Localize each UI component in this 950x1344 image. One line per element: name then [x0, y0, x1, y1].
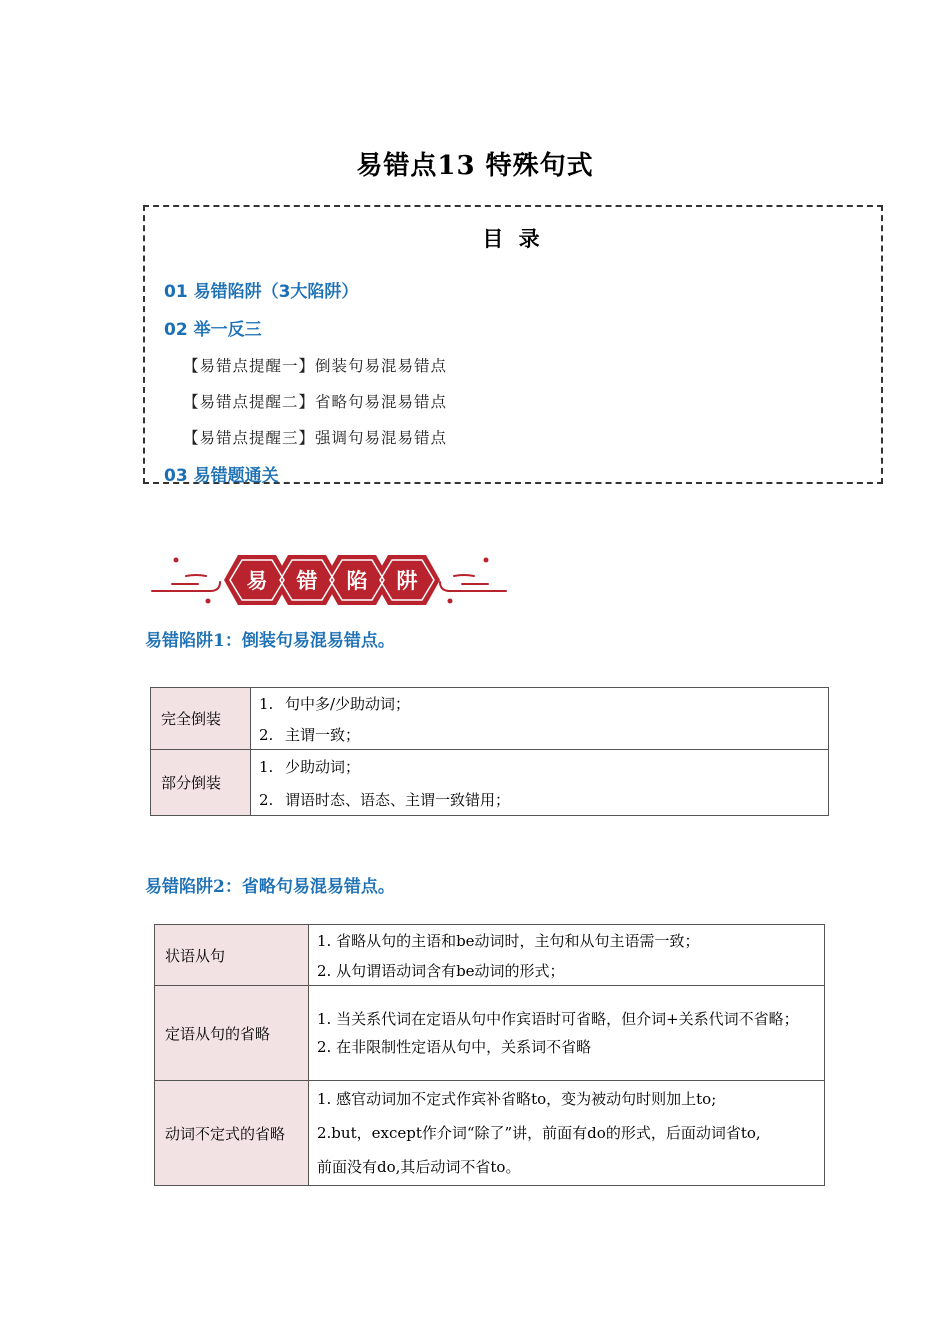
trap-banner — [150, 548, 510, 612]
rule-text: 前面没有do,其后动词不省to。 — [317, 1158, 521, 1176]
table-row — [155, 986, 825, 1081]
row-key: 动词不定式的省略 — [155, 1081, 309, 1186]
rule-text: 2. 从句谓语动词含有be动词的形式； — [317, 961, 565, 980]
ellipsis-table — [154, 924, 825, 1186]
toc-item-3[interactable]: 【易错点提醒三】强调句易混易错点 — [183, 429, 448, 447]
row-key: 定语从句的省略 — [155, 986, 309, 1081]
rule-text: 1. 省略从句的主语和be动词时，主句和从句主语需一致； — [317, 931, 700, 950]
rule-text: 2.but，except作介词“除了”讲，前面有do的形式，后面动词省to, — [317, 1124, 761, 1142]
table-row — [151, 688, 829, 750]
row-value: 1. 句中多/少助动词； 2. 主谓一致； — [251, 688, 829, 750]
row-value — [309, 1081, 825, 1186]
row-value: 1. 少助动词； 2. 谓语时态、语态、主谓一致错用； — [251, 750, 829, 816]
toc-item-2[interactable]: 【易错点提醒二】省略句易混易错点 — [183, 393, 448, 411]
page-title: 易错点13 特殊句式 — [356, 151, 594, 181]
toc-heading: 目 录 — [482, 227, 544, 251]
rule-text: 1. 当关系代词在定语从句中作宾语时可省略，但介词+关系代词不省略； — [317, 1010, 799, 1028]
banner-char-4: 阱 — [396, 569, 418, 593]
banner-char-3: 陷 — [346, 569, 368, 593]
rule-text: 主谓一致； — [285, 725, 361, 744]
trap1-heading: 易错陷阱1：倒装句易混易错点。 — [145, 631, 395, 651]
table-of-contents — [143, 205, 883, 484]
row-value — [309, 986, 825, 1081]
row-key: 状语从句 — [155, 925, 309, 986]
rule-text: 句中多/少助动词； — [285, 694, 411, 713]
inversion-table — [150, 687, 829, 816]
rule-text: 少助动词； — [285, 757, 361, 776]
row-key: 部分倒装 — [151, 750, 251, 816]
banner-char-2: 错 — [296, 569, 318, 593]
rule-text: 1. 感官动词加不定式作宾补省略to，变为被动句时则加上to; — [317, 1090, 717, 1108]
rule-text: 2. 在非限制性定语从句中，关系词不省略 — [317, 1038, 592, 1056]
toc-section-3[interactable]: 03 易错题通关 — [164, 466, 279, 486]
toc-section-2[interactable]: 02 举一反三 — [164, 320, 262, 340]
rule-text: 谓语时态、语态、主谓一致错用； — [285, 790, 511, 809]
banner-char-1: 易 — [246, 569, 268, 593]
row-key: 完全倒装 — [151, 688, 251, 750]
toc-item-1[interactable]: 【易错点提醒一】倒装句易混易错点 — [183, 357, 448, 375]
table-row — [155, 925, 825, 986]
table-row — [155, 1081, 825, 1186]
row-value — [309, 925, 825, 986]
table-row — [151, 750, 829, 816]
toc-section-1[interactable]: 01 易错陷阱（3大陷阱） — [164, 282, 359, 302]
trap2-heading: 易错陷阱2：省略句易混易错点。 — [145, 877, 395, 897]
